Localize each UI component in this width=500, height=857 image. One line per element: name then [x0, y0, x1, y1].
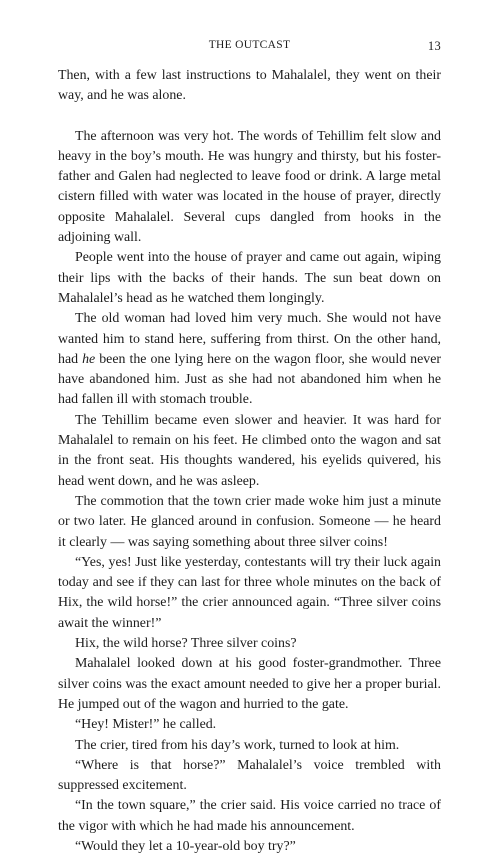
running-head [58, 39, 441, 55]
paragraph-text: been the one lying here on the wagon floor, she would never have abandoned him. Just as she had not abandoned him when he had fallen ill with stomach trouble. [58, 351, 441, 408]
paragraph: “Yes, yes! Just like yesterday, contestants will try their luck again today and see if they can last for three whole minutes on the back of Hix, the wild horse!” the crier announced again. “Three silver coins await the winner!” [58, 554, 441, 631]
paragraph: Hix, the wild horse? Three silver coins? [75, 636, 297, 652]
paragraph: “Where is that horse?” Mahalalel’s voice trembled with suppressed excitement. [58, 757, 441, 794]
paragraph: Mahalalel looked down at his good foster-grandmother. Three silver coins was the exact amount needed to give her a proper burial. He jumped out of the wagon and hurried to the gate. [58, 656, 441, 712]
paragraph: “Would they let a 10-year-old boy try?” [75, 838, 296, 854]
paragraph-text: The old woman had loved him very much. She would not have wanted him to stand here, suffering from thirst. On the other hand, had [58, 311, 441, 367]
book-page [58, 0, 441, 854]
paragraph: The crier, tired from his day’s work, turned to look at him. [75, 737, 400, 753]
page-number: 13 [427, 39, 441, 53]
paragraph: Then, with a few last instructions to Mahalalel, they went on their way, and he was alone. [58, 68, 441, 104]
paragraph [58, 309, 441, 410]
paragraph: The commotion that the town crier made woke him just a minute or two later. He glanced around in confusion. Someone — he heard it clearly — was saying something about three silver coins! [58, 493, 441, 550]
emphasized-word: he [82, 351, 96, 367]
running-title: THE OUTCAST [208, 39, 291, 51]
paragraph: The Tehillim became even slower and heavier. It was hard for Mahalalel to remain on his feet. He climbed onto the wagon and sat in the front seat. His thoughts wandered, his eyelids quivered, his head went down, and he was asleep. [58, 412, 441, 489]
paragraph: “Hey! Mister!” he called. [75, 717, 217, 733]
body-text [58, 66, 441, 857]
paragraph: The afternoon was very hot. The words of Tehillim felt slow and heavy in the boy’s mouth. He was hungry and thirsty, but his foster-father and Galen had neglected to leave food or drink. A large metal cistern filled with water was located in the house of prayer, directly opposite Mahalalel. Several cups dangled from hooks in the adjoining wall. [58, 128, 441, 246]
paragraph: “In the town square,” the crier said. His voice carried no trace of the vigor with which he had made his announcement. [58, 798, 441, 834]
paragraph: People went into the house of prayer and came out again, wiping their lips with the backs of their hands. The sun beat down on Mahalalel’s head as he watched them longingly. [58, 250, 441, 306]
